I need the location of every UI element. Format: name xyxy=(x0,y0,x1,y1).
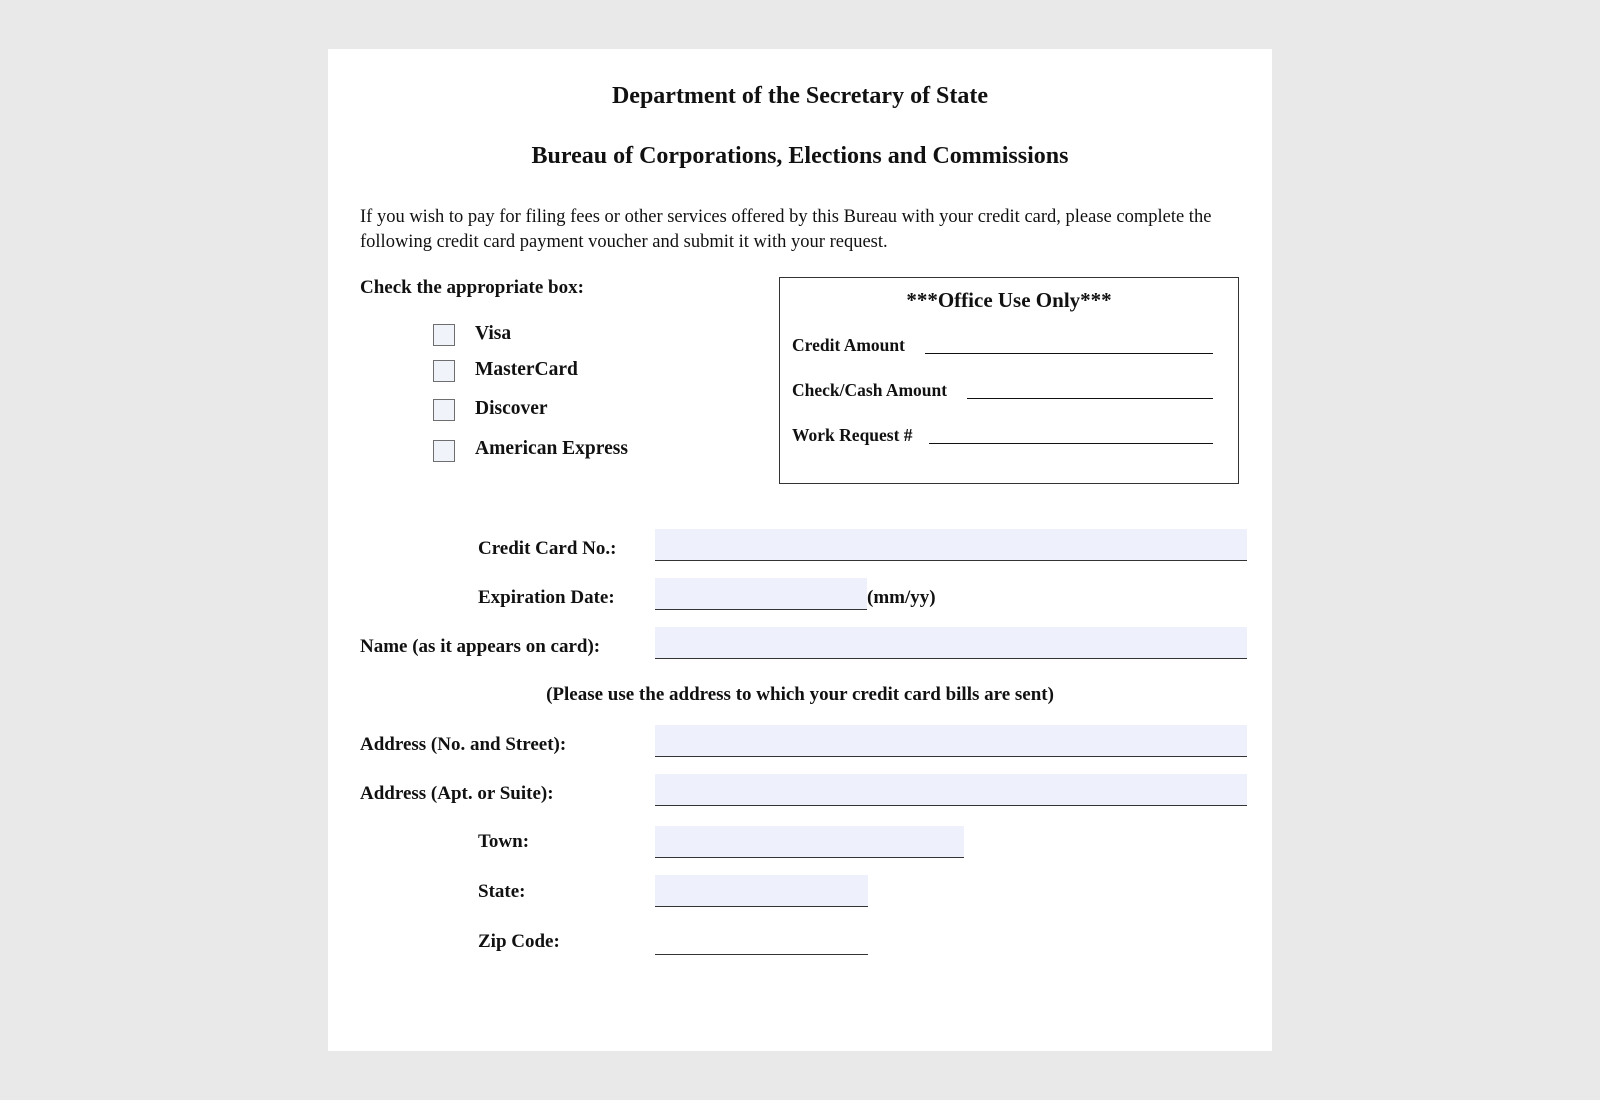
card-number-input[interactable] xyxy=(655,529,1247,561)
american-express-label: American Express xyxy=(475,438,628,459)
credit-amount-line xyxy=(925,353,1213,354)
intro-paragraph: If you wish to pay for filing fees or other services offered by this Bureau with your credit card, please complete the following credit card payment voucher and submit it with your request. xyxy=(360,207,1212,252)
address-note: (Please use the address to which your credit card bills are sent) xyxy=(546,684,1054,705)
card-type-heading: Check the appropriate box: xyxy=(360,277,584,298)
card-number-label: Credit Card No.: xyxy=(478,538,617,559)
document-subtitle: Bureau of Corporations, Elections and Commissions xyxy=(531,143,1069,169)
cardholder-name-label: Name (as it appears on card): xyxy=(360,636,601,657)
office-use-box xyxy=(779,277,1239,484)
town-input[interactable] xyxy=(655,826,964,858)
zip-code-label: Zip Code: xyxy=(478,931,560,952)
voucher-page xyxy=(328,49,1272,1051)
mastercard-label: MasterCard xyxy=(475,359,578,380)
check-cash-amount-line xyxy=(967,398,1213,399)
street-address-label: Address (No. and Street): xyxy=(360,734,567,755)
credit-amount-label: Credit Amount xyxy=(792,335,905,355)
work-request-label: Work Request # xyxy=(792,425,913,445)
apt-suite-label: Address (Apt. or Suite): xyxy=(360,783,554,804)
cardholder-name-input[interactable] xyxy=(655,627,1247,659)
work-request-line xyxy=(929,443,1213,444)
check-cash-amount-label: Check/Cash Amount xyxy=(792,380,948,400)
american-express-checkbox[interactable] xyxy=(433,440,455,462)
expiration-input[interactable] xyxy=(655,578,867,610)
zip-code-input[interactable] xyxy=(655,923,868,955)
discover-label: Discover xyxy=(475,398,548,419)
apt-suite-input[interactable] xyxy=(655,774,1247,806)
state-label: State: xyxy=(478,881,526,902)
visa-label: Visa xyxy=(475,323,512,344)
expiration-format-hint: (mm/yy) xyxy=(867,587,936,608)
expiration-label: Expiration Date: xyxy=(478,587,615,608)
discover-checkbox[interactable] xyxy=(433,399,455,421)
town-label: Town: xyxy=(478,831,530,852)
office-use-title: ***Office Use Only*** xyxy=(906,288,1112,312)
document-title: Department of the Secretary of State xyxy=(611,83,989,109)
street-address-input[interactable] xyxy=(655,725,1247,757)
state-input[interactable] xyxy=(655,875,868,907)
visa-checkbox[interactable] xyxy=(433,324,455,346)
mastercard-checkbox[interactable] xyxy=(433,360,455,382)
